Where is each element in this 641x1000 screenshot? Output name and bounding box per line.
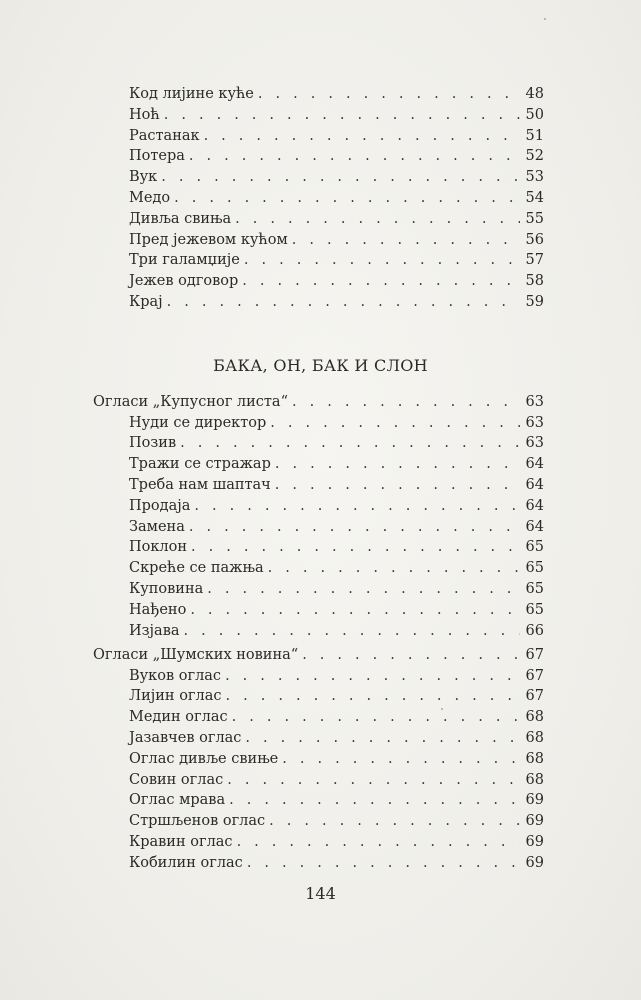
toc-entry-page: 67 (525, 647, 544, 663)
dot-leader (237, 832, 520, 853)
toc-entry-page: 64 (525, 518, 544, 535)
toc-entry-title: Кравин оглас (129, 833, 233, 850)
toc-entry-title: Нађено (129, 601, 187, 618)
toc-entry (129, 84, 544, 105)
toc-entry-page: 68 (525, 750, 544, 767)
toc-entry-title: Нуди се директор (129, 414, 267, 431)
toc-entry-title: Куповина (129, 580, 204, 597)
toc-entry-title: Код лијине куће (129, 86, 254, 102)
dot-leader (245, 728, 520, 749)
toc-entry-page: 68 (525, 729, 544, 746)
toc-entry (129, 811, 544, 832)
toc-entry-title: Пред јежевом кућом (129, 231, 288, 248)
dot-leader (275, 454, 520, 475)
dot-leader (167, 292, 520, 313)
dot-leader (235, 209, 520, 230)
dot-leader (180, 433, 520, 454)
toc-entry-page: 65 (525, 601, 544, 618)
dot-leader (258, 84, 520, 105)
toc-entry-page: 69 (525, 813, 544, 830)
toc-entry-title: Потера (129, 148, 185, 165)
toc-entry (129, 707, 544, 728)
toc-entry (129, 517, 544, 538)
paper-speck (441, 708, 443, 710)
toc-entry (129, 454, 544, 475)
toc-entry (129, 686, 544, 707)
toc-entry-title: Совин оглас (129, 771, 224, 788)
toc-entry-page: 63 (525, 414, 544, 431)
toc-entry (129, 832, 544, 853)
dot-leader (189, 517, 520, 538)
dot-leader (247, 853, 520, 874)
toc-entry-page: 63 (525, 394, 544, 410)
toc-entry (129, 271, 544, 292)
dot-leader (184, 621, 520, 642)
toc-entry-page: 53 (525, 169, 544, 186)
dot-leader (229, 790, 520, 811)
dot-leader (164, 105, 520, 126)
toc-entry-page: 66 (525, 622, 544, 639)
toc-entry (129, 579, 544, 600)
toc-entry (129, 790, 544, 811)
toc-entry (129, 558, 544, 579)
toc-entry-page: 67 (525, 688, 544, 705)
toc-entry-title: Растанак (129, 127, 200, 144)
dot-leader (191, 537, 520, 558)
toc-entry-title: Продаја (129, 497, 191, 514)
dot-leader (161, 167, 520, 188)
toc-entry (129, 496, 544, 517)
dot-leader (275, 475, 520, 496)
toc-entry-page: 69 (525, 833, 544, 850)
toc-entry-title: Стршљенов оглас (129, 813, 266, 830)
toc-entry (129, 146, 544, 167)
toc-entry-title: Крај (129, 294, 163, 310)
toc-entry-page: 69 (525, 792, 544, 809)
toc-entry-page: 56 (525, 231, 544, 248)
toc-entry-title: Вук (129, 169, 158, 186)
toc-entry (93, 392, 544, 413)
toc-entry-title: Изјава (129, 622, 180, 639)
dot-leader (292, 230, 520, 251)
dot-leader (189, 146, 520, 167)
toc-entry-title: Кобилин оглас (129, 854, 243, 871)
toc-entry-page: 68 (525, 709, 544, 726)
toc-entry-title: Лијин оглас (129, 688, 222, 705)
toc-entry (129, 666, 544, 687)
dot-leader (194, 496, 520, 517)
toc-entry (129, 433, 544, 454)
dot-leader (225, 666, 520, 687)
toc-entry-title: Поклон (129, 539, 188, 556)
dot-leader (226, 686, 520, 707)
toc-entry (129, 188, 544, 209)
toc-entry (129, 621, 544, 642)
toc-entry-title: Замена (129, 518, 185, 535)
toc-entry-title: Три галамџије (129, 252, 240, 269)
dot-leader (292, 392, 520, 413)
toc-entry-title: Оглас мрава (129, 792, 226, 809)
toc-entry-title: Скреће се пажња (129, 560, 264, 577)
toc-entry (129, 770, 544, 791)
toc-entry-page: 59 (525, 294, 544, 310)
toc-entry-title: Медин оглас (129, 709, 228, 726)
toc-entry-title: Оглас дивље свиње (129, 750, 279, 767)
toc-entry-page: 65 (525, 580, 544, 597)
toc-entry (129, 728, 544, 749)
toc-entry-page: 58 (525, 273, 544, 290)
toc-entry-title: Ноћ (129, 106, 160, 123)
toc-entry-page: 57 (525, 252, 544, 269)
dot-leader (244, 250, 520, 271)
toc-entry-page: 55 (525, 210, 544, 227)
toc-entry (129, 230, 544, 251)
toc-entry-title: Вуков оглас (129, 667, 222, 684)
toc-entry-page: 48 (525, 86, 544, 102)
toc-entry-title: Медо (129, 190, 171, 206)
dot-leader (242, 271, 520, 292)
toc-entry-page: 64 (525, 497, 544, 514)
toc-entry-title: Јазавчев оглас (129, 729, 242, 746)
toc-entry-page: 50 (525, 106, 544, 123)
toc-entry-page: 65 (525, 539, 544, 556)
dot-leader (270, 413, 520, 434)
toc-entry (129, 105, 544, 126)
paper-speck (544, 18, 546, 20)
dot-leader (227, 770, 520, 791)
dot-leader (282, 749, 520, 770)
toc-entry (129, 167, 544, 188)
toc-entry-page: 52 (525, 148, 544, 165)
toc-entry-title: Јежев одговор (129, 273, 239, 290)
section-heading: БАКА, ОН, БАК И СЛОН (213, 356, 428, 375)
toc-entry-page: 67 (525, 667, 544, 684)
toc-entry-page: 64 (525, 476, 544, 493)
toc-entry (129, 209, 544, 230)
toc-entry (93, 645, 544, 666)
toc-entry-title: Треба нам шаптач (129, 476, 271, 493)
dot-leader (232, 707, 520, 728)
dot-leader (204, 126, 520, 147)
toc-entry-page: 64 (525, 456, 544, 473)
toc-entry (129, 475, 544, 496)
toc-entry-page: 69 (525, 854, 544, 871)
toc-entry-title: Тражи се стражар (129, 456, 271, 473)
toc-entry-page: 65 (525, 560, 544, 577)
toc-entry (129, 292, 544, 313)
toc-entry-page: 63 (525, 435, 544, 452)
toc-entry-title: Огласи „Шумских новина“ (93, 647, 299, 663)
toc-entry (129, 250, 544, 271)
dot-leader (174, 188, 520, 209)
toc-entry (129, 413, 544, 434)
toc-entry-page: 54 (525, 190, 544, 206)
dot-leader (302, 645, 520, 666)
dot-leader (207, 579, 520, 600)
toc-entry (129, 126, 544, 147)
dot-leader (190, 600, 520, 621)
toc-entry (129, 537, 544, 558)
toc-entry (129, 749, 544, 770)
dot-leader (268, 558, 520, 579)
dot-leader (269, 811, 520, 832)
toc-entry-title: Позив (129, 435, 177, 452)
toc-entry (129, 853, 544, 874)
toc-entry-page: 51 (525, 127, 544, 144)
toc-entry-title: Огласи „Купусног листа“ (93, 394, 288, 410)
toc-entry (129, 600, 544, 621)
toc-entry-title: Дивља свиња (129, 210, 232, 227)
page-number: 144 (305, 884, 336, 903)
toc-entry-page: 68 (525, 771, 544, 788)
